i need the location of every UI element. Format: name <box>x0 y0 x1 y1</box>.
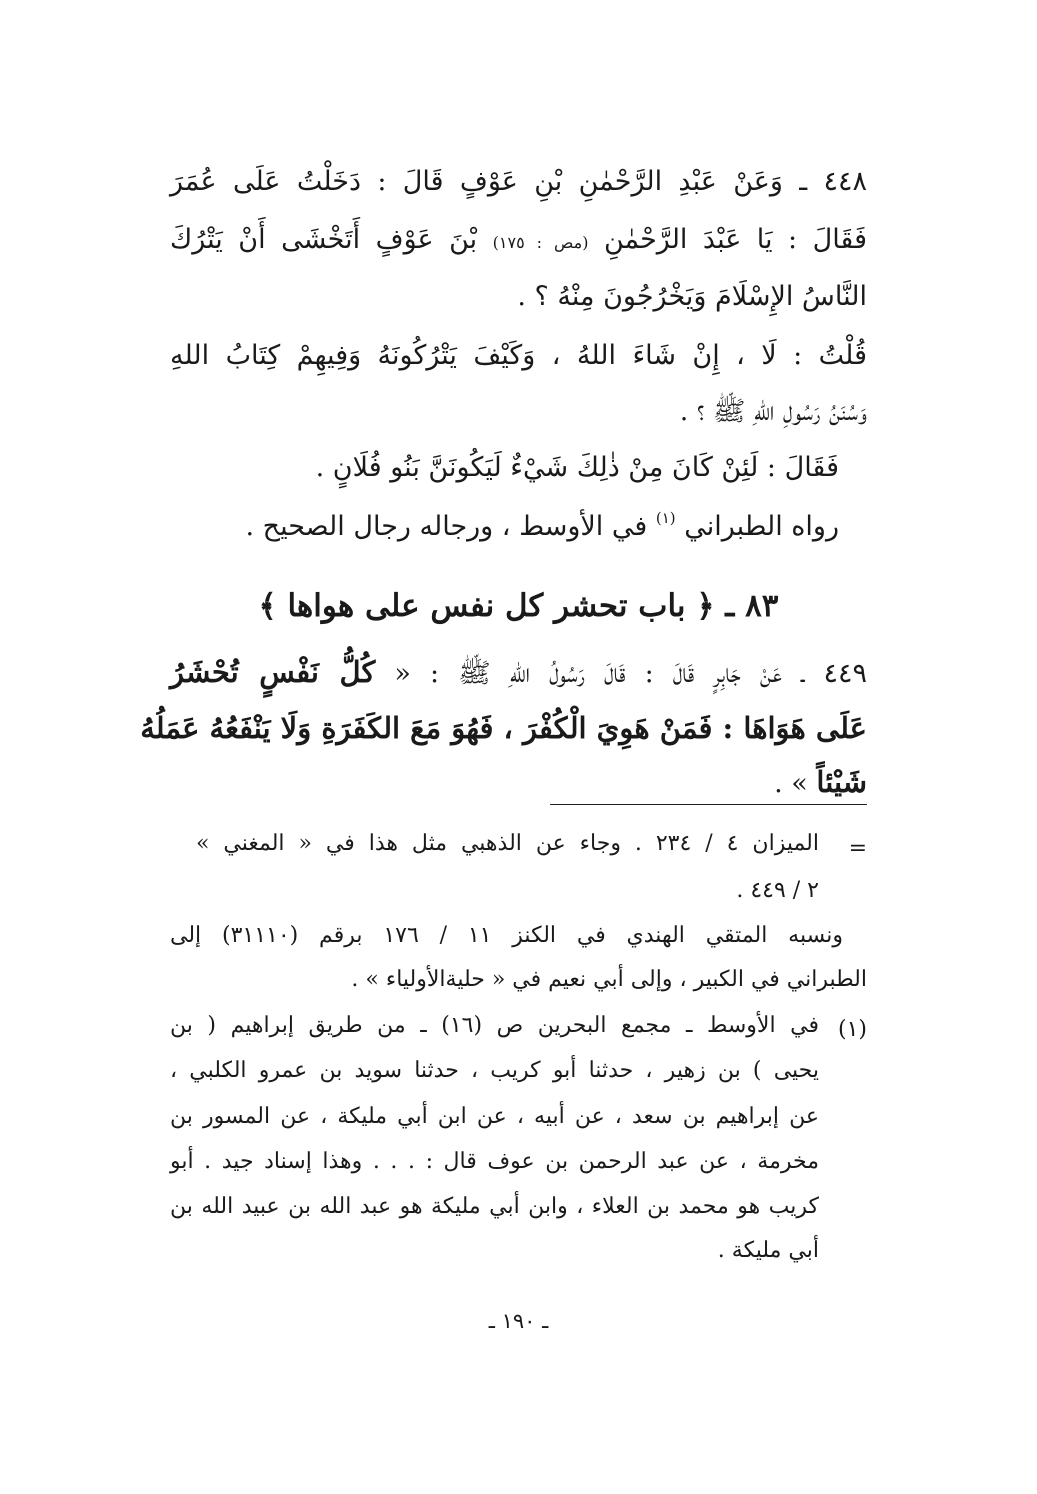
hadith-448-source-line <box>245 511 839 540</box>
hadith-448-line-2-start: فَقَالَ : يَا عَبْدَ الرَّحْمٰنِ <box>603 224 867 255</box>
hadith-448-line-3: النَّاسُ الإِسْلَامَ وَيَخْرُجُونَ مِنْهُ ؟ . <box>517 281 867 312</box>
footnote-separator <box>550 804 867 805</box>
hadith-448-line-4: قُلْتُ : لَا ، إِنْ شَاءَ اللهُ ، وَكَيْفَ يَتْرُكُونَهُ وَفِيهِمْ كِتَابُ اللهِ <box>170 340 867 371</box>
hadith-449-line-3 <box>774 765 867 799</box>
chapter-heading: ٨٣ ـ ﴿ باب تحشر كل نفس على هواها ﴾ <box>258 588 779 624</box>
hadith-449-line-3-end: » . <box>774 768 808 799</box>
source-text-end: في الأوسط ، ورجاله رجال الصحيح . <box>245 511 648 542</box>
hadith-449-line-2: عَلَى هَوَاهَا : فَمَنْ هَوِيَ الْكُفْرَ ، فَهُوَ مَعَ الكَفَرَةِ وَلَا يَنْفَعُهُ عَمَلُهُ <box>140 711 867 745</box>
footnote-cont-line-3: ونسبه المتقي الهندي في الكنز ١١ / ١٧٦ برقم (٣١١١٠) إلى <box>170 923 843 948</box>
hadith-449-line-1 <box>170 655 867 689</box>
source-text-start: رواه الطبراني <box>684 511 839 542</box>
footnote-1-marker: (١) <box>837 1017 867 1042</box>
footnote-1-line-6: أبي مليكة . <box>717 1238 819 1263</box>
hadith-448-line-2-end: بْنَ عَوْفٍ أَتَخْشَى أَنْ يَتْرُكَ <box>170 224 478 255</box>
footnote-cont-line-1: الميزان ٤ / ٢٣٤ . وجاء عن الذهبي مثل هذا في « المغني » <box>196 831 820 856</box>
footnote-1-line-1: في الأوسط ـ مجمع البحرين ص (١٦) ـ من طريق إبراهيم ( بن <box>170 1013 819 1038</box>
footnote-1-line-5: كريب هو محمد بن العلاء ، وابن أبي مليكة هو عبد الله بن عبيد الله بن <box>170 1194 819 1219</box>
footnote-cont-line-4: الطبراني في الكبير ، وإلى أبي نعيم في « حليةالأولياء » . <box>351 967 867 992</box>
hadith-448-line-6: فَقَالَ : لَئِنْ كَانَ مِنْ ذٰلِكَ شَيْءٌ لَيَكُونَنَّ بَنُو فُلَانٍ . <box>315 452 839 483</box>
hadith-448-line-2 <box>170 226 867 253</box>
footnote-reference-1: (١) <box>655 509 676 527</box>
footnote-cont-line-2: ٢ / ٤٤٩ . <box>736 878 819 903</box>
hadith-448-line-5: وَسُنَنُ رَسُولِ اللهِ ﷺ ؟ . <box>679 396 867 427</box>
footnote-1-line-2: يحيى ) بن زهير ، حدثنا أبو كريب ، حدثنا سويد بن عمرو الكلبي ، <box>170 1058 819 1083</box>
footnote-1-line-4: مخرمة ، عن عبد الرحمن بن عوف قال : . . . وهذا إسناد جيد . أبو <box>170 1149 819 1174</box>
hadith-448-line-1: ٤٤٨ ـ وَعَنْ عَبْدِ الرَّحْمٰنِ بْنِ عَوْفٍ قَالَ : دَخَلْتُ عَلَى عُمَرَ <box>170 166 867 197</box>
footnote-1-line-3: عن إبراهيم بن سعد ، عن أبيه ، عن ابن أبي مليكة ، عن المسور بن <box>170 1104 820 1129</box>
continuation-marker: = <box>848 836 867 861</box>
page-number: ـ ١٩٠ ـ <box>488 1309 549 1333</box>
hadith-449-line-1-bold: كُلُّ نَفْسٍ تُحْشَرُ <box>170 655 376 689</box>
manuscript-page-reference: (مص : ١٧٥) <box>492 233 589 252</box>
hadith-449-line-3-bold: شَيْئاً <box>816 765 867 799</box>
hadith-449-line-1-start: ٤٤٩ ـ عَنْ جَابِرٍ قَالَ : قَالَ رَسُولُ اللهِ ﷺ : « <box>394 658 867 689</box>
